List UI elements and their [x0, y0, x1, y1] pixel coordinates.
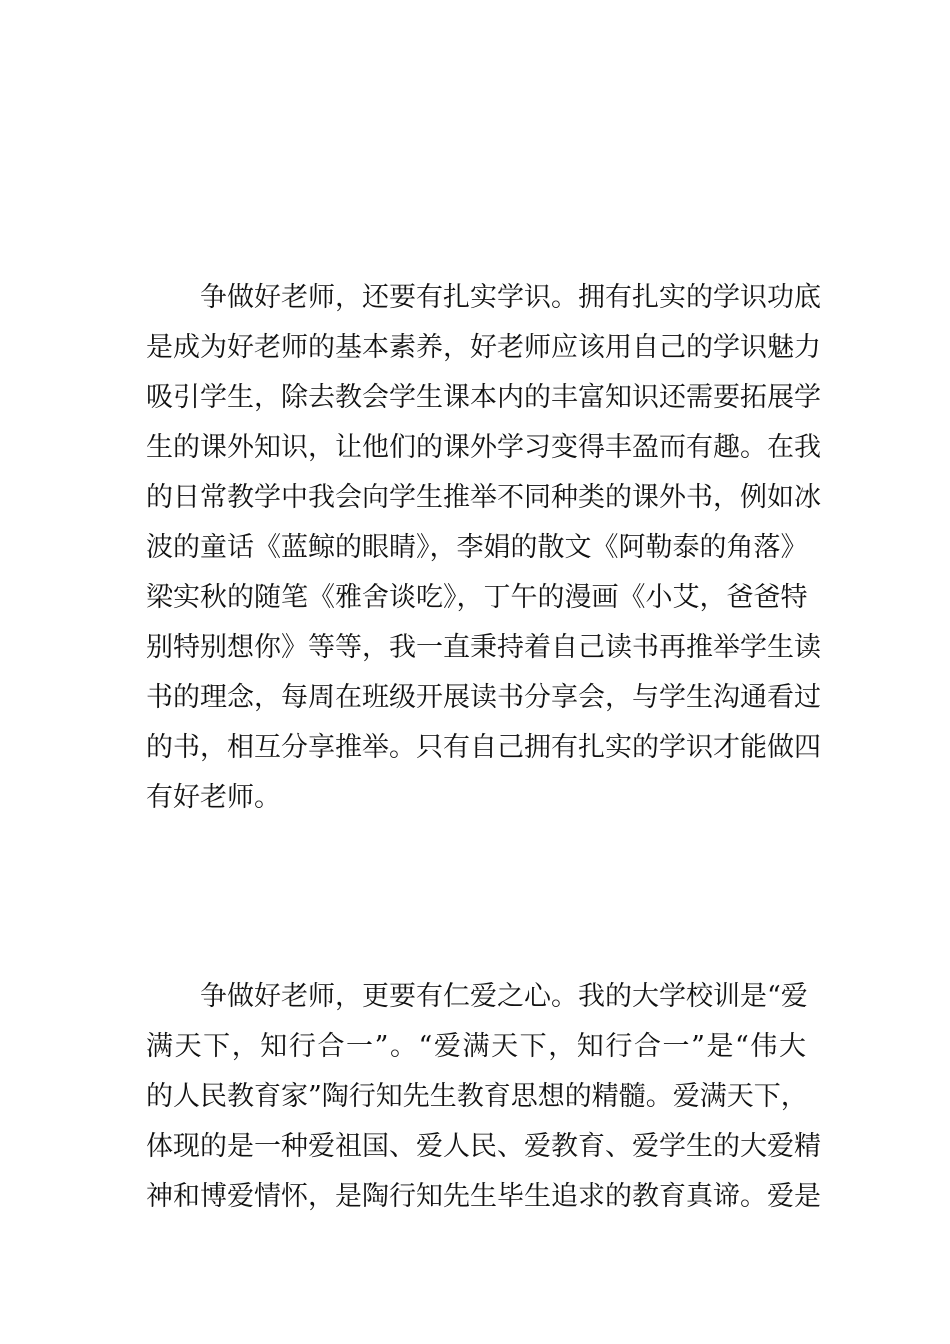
paragraph-line: 有好老师。 [146, 782, 281, 813]
paragraph-line: 争做好老师，还要有扎实学识。拥有扎实的学识功底 [146, 282, 821, 313]
paragraph-line: 的日常教学中我会向学生推举不同种类的课外书，例如冰 [146, 482, 821, 513]
paragraph-line: 生的课外知识，让他们的课外学习变得丰盈而有趣。在我 [146, 432, 821, 463]
paragraph-line: 波的童话《蓝鲸的眼睛》，李娟的散文《阿勒泰的角落》 [146, 532, 808, 563]
paragraph-line: 争做好老师，更要有仁爱之心。我的大学校训是“爱 [146, 981, 808, 1012]
paragraph-line: 满天下，知行合一”。“爱满天下，知行合一”是“伟大 [146, 1031, 806, 1062]
paragraph-line: 别特别想你》等等，我一直秉持着自己读书再推举学生读 [146, 632, 821, 663]
paragraph-line: 的人民教育家”陶行知先生教育思想的精髓。爱满天下， [146, 1081, 808, 1112]
paragraph-line: 的书，相互分享推举。只有自己拥有扎实的学识才能做四 [146, 732, 821, 763]
paragraph-line: 书的理念，每周在班级开展读书分享会，与学生沟通看过 [146, 682, 821, 713]
paragraph-solid-knowledge [146, 273, 821, 823]
paragraph-line: 体现的是一种爱祖国、爱人民、爱教育、爱学生的大爱精 [146, 1131, 821, 1162]
paragraph-benevolence [146, 972, 821, 1222]
paragraph-line: 梁实秋的随笔《雅舍谈吃》，丁午的漫画《小艾，爸爸特 [146, 582, 808, 613]
paragraph-line: 神和博爱情怀，是陶行知先生毕生追求的教育真谛。爱是 [146, 1181, 821, 1212]
paragraph-line: 吸引学生，除去教会学生课本内的丰富知识还需要拓展学 [146, 382, 821, 413]
paragraph-line: 是成为好老师的基本素养，好老师应该用自己的学识魅力 [146, 332, 821, 363]
